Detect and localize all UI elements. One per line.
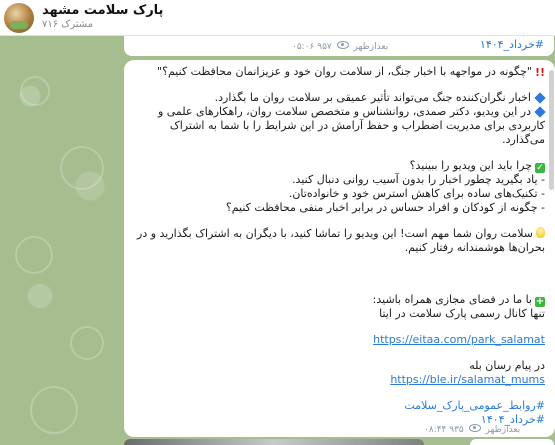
join-line xyxy=(133,293,545,307)
previous-message-time: ۰۵:۰۶ بعدازظهر xyxy=(292,42,389,52)
previous-message[interactable] xyxy=(124,36,554,56)
hashtag-public-relations[interactable]: #روابط_عمومی_پارک_سلامت xyxy=(404,399,545,412)
join-text: با ما در فضای مجازی همراه باشید: xyxy=(372,293,532,306)
message-meta xyxy=(424,424,520,435)
channel-avatar[interactable] xyxy=(4,3,34,33)
message-views: ۹۳۵ xyxy=(449,425,464,435)
previous-message-views: ۹۵۷ xyxy=(317,42,332,52)
eye-icon xyxy=(469,424,481,432)
why-title-line xyxy=(133,159,545,173)
closing-text: سلامت روان شما مهم است! این ویدیو را تماشا کنید، با دیگران به اشتراک بگذارید و در بحران‌ها هوشمندانه رفتار کنیم. xyxy=(137,227,545,254)
wallpaper-doodle xyxy=(60,146,104,190)
hashtag-khordad[interactable]: #خرداد_۱۴۰۴ xyxy=(480,413,545,426)
message-text xyxy=(133,65,545,427)
check-mark-icon: ✓ xyxy=(536,163,544,173)
message-headline-line xyxy=(133,65,545,79)
message-headline: "چگونه در مواجهه با اخبار جنگ، از سلامت روان خود و عزیزانمان محافظت کنیم؟" xyxy=(157,65,532,78)
subscriber-count: ۷۱۶ مشترک xyxy=(42,19,94,30)
wallpaper-doodle xyxy=(20,76,50,106)
message-bubble[interactable] xyxy=(124,60,555,437)
exclamation-icon: !! xyxy=(534,66,545,79)
eitaa-link-line xyxy=(133,333,545,347)
blue-diamond-icon xyxy=(534,106,545,117)
bale-label: در پیام رسان بله xyxy=(469,359,545,372)
previous-message-hashtag[interactable]: #خرداد_۱۴۰۴ xyxy=(479,38,544,51)
next-message-bubble[interactable] xyxy=(470,439,554,445)
scrollbar-thumb[interactable] xyxy=(549,70,554,190)
eye-icon xyxy=(337,41,349,49)
chat-header[interactable] xyxy=(0,0,555,36)
previous-message-meta xyxy=(292,41,388,52)
light-bulb-icon xyxy=(536,227,545,238)
intro-text-1: اخبار نگران‌کننده جنگ می‌تواند تأثیر عمیقی بر سلامت روان ما بگذارد. xyxy=(214,91,531,104)
blue-diamond-icon xyxy=(534,92,545,103)
scrollbar[interactable] xyxy=(549,60,554,440)
intro-line-1 xyxy=(133,91,545,105)
closing-line xyxy=(133,227,545,255)
next-message-media-preview[interactable] xyxy=(124,439,424,445)
eitaa-label: تنها کانال رسمی پارک سلامت در ایتا xyxy=(379,307,545,320)
intro-text-2: در این ویدیو، دکتر صمدی، روانشناس و متخصص سلامت روان، راهکارهای علمی و کاربردی برای مدیریت اضطراب و حفظ آرامش در این شرایط را با شما به اشتراک می‌گذارد. xyxy=(157,105,545,146)
channel-title: پارک سلامت مشهد xyxy=(42,3,164,18)
plus-icon: + xyxy=(535,296,545,307)
wallpaper-doodle xyxy=(30,386,78,434)
wallpaper-doodle xyxy=(70,326,104,360)
why-item: - چگونه از کودکان و افراد حساس در برابر اخبار منفی محافظت کنیم؟ xyxy=(225,201,545,214)
bale-link-line xyxy=(133,373,545,387)
bale-link[interactable]: https://ble.ir/salamat_mums xyxy=(390,373,545,386)
intro-line-2 xyxy=(133,105,545,147)
why-title: چرا باید این ویدیو را ببینید؟ xyxy=(409,159,532,172)
why-item: - تکنیک‌های ساده برای کاهش استرس خود و خانواده‌تان. xyxy=(288,187,545,200)
wallpaper-doodle xyxy=(15,236,53,274)
why-item: - یاد بگیرید چطور اخبار را بدون آسیب روانی دنبال کنید. xyxy=(292,173,545,186)
hashtag-line-1 xyxy=(133,399,545,413)
eitaa-link[interactable]: https://eitaa.com/park_salamat xyxy=(373,333,545,346)
message-time: ۰۸:۴۴ بعدازظهر xyxy=(424,425,521,435)
